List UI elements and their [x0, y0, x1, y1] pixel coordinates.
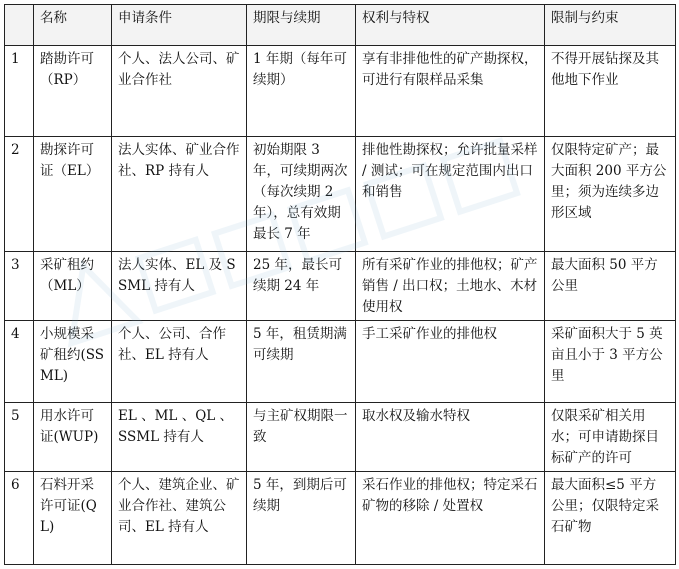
header-rights: 权利与特权 [356, 5, 545, 46]
rights: 排他性勘探权；允许批量采样 / 测试；可在规定范围内出口和销售 [356, 137, 545, 252]
rights: 手工采矿作业的排他权 [356, 321, 545, 403]
limits: 最大面积 50 平方公里 [545, 252, 676, 321]
term-renewal: 1 年期（每年可续期） [247, 46, 356, 137]
table-row [5, 321, 676, 403]
license-name: 勘探许可证（EL） [34, 137, 112, 252]
limits: 采矿面积大于 5 英亩且小于 3 平方公里 [545, 321, 676, 403]
header-limits: 限制与约束 [545, 5, 676, 46]
row-number: 6 [5, 472, 34, 565]
row-number: 1 [5, 46, 34, 137]
apply-conditions: 法人实体、EL 及 SSML 持有人 [112, 252, 247, 321]
license-name: 踏勘许可（RP） [34, 46, 112, 137]
rights: 采石作业的排他权；特定采石矿物的移除 / 处置权 [356, 472, 545, 565]
term-renewal: 5 年，租赁期满可续期 [247, 321, 356, 403]
limits: 仅限采矿相关用水；可申请勘探目标矿产的许可 [545, 403, 676, 472]
license-table [4, 4, 676, 565]
row-number: 4 [5, 321, 34, 403]
row-number: 5 [5, 403, 34, 472]
table-row [5, 403, 676, 472]
license-name: 石料开采许可证(QL) [34, 472, 112, 565]
apply-conditions: 个人、法人公司、矿业合作社 [112, 46, 247, 137]
apply-conditions: EL 、ML 、QL 、SSML 持有人 [112, 403, 247, 472]
apply-conditions: 个人、公司、合作社、EL 持有人 [112, 321, 247, 403]
rights: 所有采矿作业的排他权；矿产销售 / 出口权；土地水、木材使用权 [356, 252, 545, 321]
row-number: 3 [5, 252, 34, 321]
header-apply: 申请条件 [112, 5, 247, 46]
table-row [5, 137, 676, 252]
limits: 最大面积≤5 平方公里；仅限特定采石矿物 [545, 472, 676, 565]
table-row [5, 46, 676, 137]
rights: 享有非排他性的矿产勘探权，可进行有限样品采集 [356, 46, 545, 137]
term-renewal: 初始期限 3 年，可续期两次（每次续期 2 年），总有效期最长 7 年 [247, 137, 356, 252]
term-renewal: 5 年，到期后可续期 [247, 472, 356, 565]
table-row [5, 472, 676, 565]
license-name: 采矿租约（ML） [34, 252, 112, 321]
header-name: 名称 [34, 5, 112, 46]
term-renewal: 与主矿权期限一致 [247, 403, 356, 472]
table-row [5, 252, 676, 321]
header-row [5, 5, 676, 46]
limits: 仅限特定矿产；最大面积 200 平方公里；须为连续多边形区域 [545, 137, 676, 252]
header-no [5, 5, 34, 46]
license-name: 小规模采矿租约(SSML) [34, 321, 112, 403]
rights: 取水权及输水特权 [356, 403, 545, 472]
limits: 不得开展钻探及其他地下作业 [545, 46, 676, 137]
term-renewal: 25 年，最长可续期 24 年 [247, 252, 356, 321]
header-term: 期限与续期 [247, 5, 356, 46]
row-number: 2 [5, 137, 34, 252]
apply-conditions: 个人、建筑企业、矿业合作社、建筑公司、EL 持有人 [112, 472, 247, 565]
apply-conditions: 法人实体、矿业合作社、RP 持有人 [112, 137, 247, 252]
license-name: 用水许可证(WUP) [34, 403, 112, 472]
